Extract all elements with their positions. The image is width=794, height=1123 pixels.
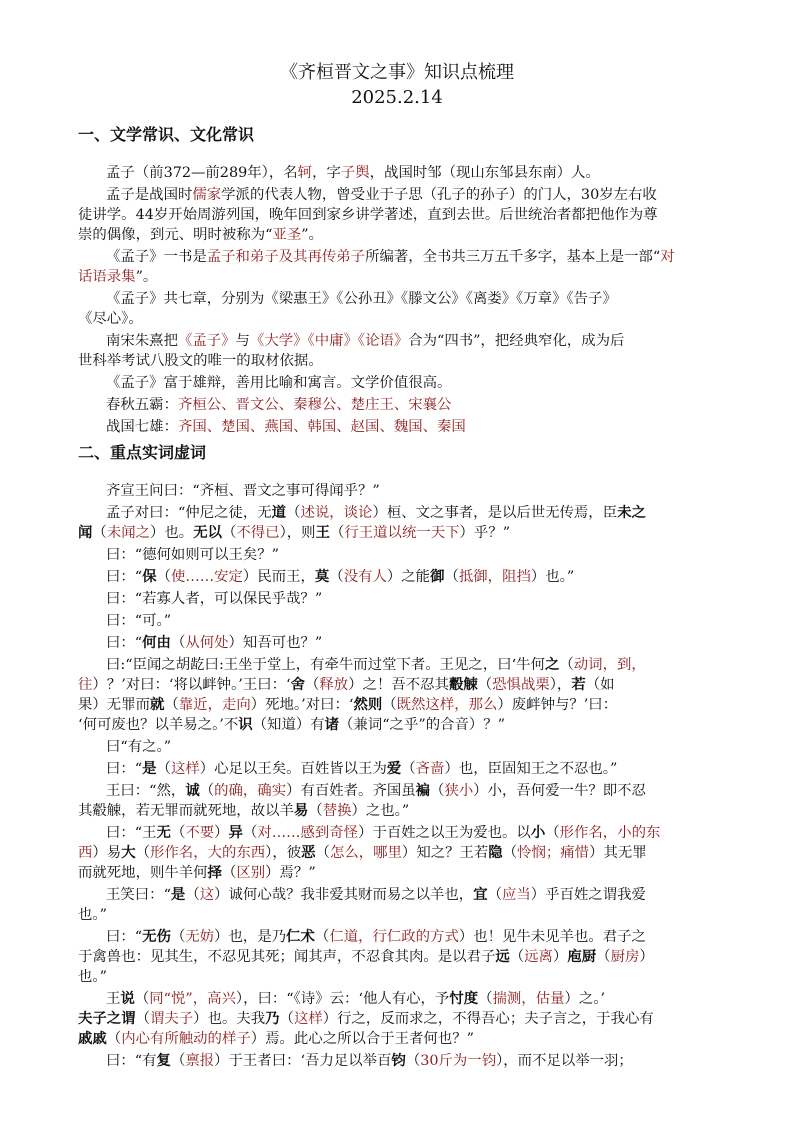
annotation-text: 内心有所触动的样子	[121, 1031, 251, 1047]
text-span: ）于王者曰：‘吾力足以举百	[214, 1053, 392, 1069]
text-span: （	[405, 1053, 421, 1069]
annotation-text: 亚圣	[272, 227, 302, 243]
text-line	[78, 738, 748, 756]
text-span: ）民而王，	[242, 569, 315, 585]
text-span: （	[487, 887, 502, 903]
text-span: ）知吾可也？”	[228, 635, 323, 651]
key-term: 乃	[265, 1010, 280, 1027]
text-span: （	[170, 1053, 186, 1069]
text-span: （	[185, 887, 200, 903]
text-span: 果）无罪而	[78, 697, 150, 713]
text-line	[78, 504, 748, 522]
text-line	[78, 634, 748, 652]
key-term: 道	[271, 504, 287, 521]
text-line	[78, 968, 720, 986]
key-term: 是	[142, 760, 157, 777]
text-span: 曰：“	[106, 569, 143, 585]
text-span: 《孟子》共七章，分别为《梁惠王》《公孙丑》《滕文公》《离娄》《万章》《告子》	[106, 291, 617, 307]
key-term: 戚戚	[78, 1030, 107, 1047]
text-span: ）废衅钟与？’曰：	[497, 697, 618, 713]
annotation-text: 远离	[524, 949, 553, 965]
section-heading-vocabulary: 二、重点实词虚词	[78, 443, 207, 462]
text-span: 曰：“	[106, 929, 143, 945]
key-term: 御	[430, 568, 445, 585]
text-span: （如	[585, 677, 615, 693]
key-term: 择	[207, 864, 222, 881]
annotation-text: 30斤为一钧	[420, 1053, 497, 1069]
text-line	[78, 612, 748, 630]
key-term: 褊	[415, 782, 431, 799]
text-line	[78, 206, 720, 224]
text-span: （	[106, 1031, 122, 1047]
text-span: 曰：“德何如则可以王矣？”	[106, 547, 280, 563]
text-span: ）之！吾不忍其	[348, 677, 449, 693]
text-span: 曰：“	[106, 761, 143, 777]
annotation-text: 揣测，估量	[492, 991, 565, 1007]
text-span: ”。	[135, 269, 158, 285]
annotation-text: 的确，确实	[214, 783, 287, 799]
text-span: 孟子（前372—前289年），名	[106, 165, 298, 181]
annotation-text: 这样	[170, 761, 200, 777]
text-span: 也。”	[78, 969, 107, 985]
text-span: （	[135, 845, 151, 861]
text-span: ）也！见牛未见羊也。君子之	[458, 929, 646, 945]
text-span: ）于百姓之以王为爱也。以	[358, 825, 531, 841]
key-term: 舍	[290, 676, 305, 693]
text-line	[78, 332, 748, 350]
text-span: ），彼	[265, 845, 302, 861]
text-span: （	[156, 761, 171, 777]
text-span: 而就死地，则牛羊何	[78, 865, 208, 881]
text-line	[78, 396, 748, 414]
text-span: ）桓、文之事者，是以后世无传焉，臣	[372, 505, 618, 521]
annotation-text: 仁道，行仁政的方式	[329, 929, 459, 945]
key-term: 爱	[386, 760, 402, 777]
text-span: （	[199, 783, 215, 799]
annotation-text: 替换	[322, 803, 352, 819]
text-span: ，字	[312, 165, 341, 181]
key-term: 未之	[617, 504, 646, 521]
text-span: ）有百姓者。齐国虽	[286, 783, 416, 799]
text-span: （	[430, 783, 445, 799]
annotation-text: 齐桓公、晋文公、秦穆公、楚庄王、宋襄公	[177, 397, 452, 413]
annotation-text: 从何处	[185, 635, 229, 651]
text-span: 《孟子》富于雄辩，善用比喻和寓言。文学价值很高。	[106, 375, 452, 391]
text-span: 春秋五霸：	[106, 397, 178, 413]
key-term: 恶	[301, 844, 316, 861]
text-span: 战国七雄：	[106, 419, 178, 435]
text-line	[78, 782, 748, 800]
text-span: （	[135, 1011, 150, 1027]
text-span: 合为“四书”，把经典窄化，成为后	[408, 333, 625, 349]
key-term: 就	[149, 696, 165, 713]
text-line	[78, 1052, 748, 1070]
annotation-text: 应当	[502, 887, 531, 903]
annotation-text: 往	[78, 677, 93, 693]
text-span: ）心足以王矣。百姓皆以王为	[199, 761, 387, 777]
key-term: 隐	[488, 844, 503, 861]
text-span: 曰：“	[106, 635, 143, 651]
annotation-text: 没有人	[343, 569, 387, 585]
key-term: 诸	[324, 716, 340, 733]
key-term: 然则	[353, 696, 383, 713]
text-span: ，战国时邹（现山东邹县东南）人。	[369, 165, 600, 181]
text-span: 曰：“若寡人者，可以保民乎哉？”	[106, 591, 323, 607]
text-span: ），曰：“《诗》云：‘他人有心，予	[235, 991, 450, 1007]
text-span: （	[170, 635, 186, 651]
key-term: 宜	[473, 886, 488, 903]
text-span: 与	[235, 333, 250, 349]
document-date: 2025.2.14	[351, 87, 443, 108]
annotation-text: 区别	[236, 865, 266, 881]
text-span: （	[401, 761, 416, 777]
text-span: ‘何可废也？以羊易之。’不	[78, 717, 239, 733]
text-span: （	[478, 991, 493, 1007]
text-span: 南宋朱熹把	[106, 333, 178, 349]
text-line	[78, 290, 748, 308]
text-span: ）也，臣固知王之不忍也。”	[444, 761, 618, 777]
text-line	[78, 418, 748, 436]
key-term: 钧	[391, 1052, 406, 1069]
text-span: （	[156, 569, 171, 585]
text-span: （	[596, 949, 611, 965]
text-span: 《孟子》一书是	[106, 249, 207, 265]
text-span: ）之能	[386, 569, 431, 585]
text-span: ）之也。”	[351, 803, 410, 819]
text-span: （	[308, 803, 323, 819]
annotation-text: 对	[660, 249, 675, 265]
text-span: ）之。’	[564, 991, 606, 1007]
annotation-text: 不要	[185, 825, 215, 841]
text-span: ）焉？”	[265, 865, 316, 881]
text-span: ）？’对曰：‘将以衅钟。’王曰：‘	[92, 677, 291, 693]
annotation-text: 子舆	[340, 165, 370, 181]
text-line	[78, 568, 748, 586]
text-line	[78, 268, 720, 286]
annotation-text: 恐惧战栗	[492, 677, 550, 693]
text-span: （知道）有	[252, 717, 325, 733]
text-line	[78, 928, 748, 946]
annotation-text: 未闻之	[106, 525, 150, 541]
annotation-text: 怎么，哪里	[329, 845, 402, 861]
text-span: ），则	[279, 525, 316, 541]
text-span: （	[545, 825, 560, 841]
key-term: 诚	[185, 782, 200, 799]
text-span: 学派的代表人物，曾受业于子思（孔子的孙子）的门人，30岁左右收	[221, 187, 657, 203]
text-span: 曰：“可。”	[106, 613, 172, 629]
text-span: ）其无罪	[589, 845, 647, 861]
text-line	[78, 716, 720, 734]
text-line	[78, 248, 748, 266]
text-span: （	[382, 697, 397, 713]
annotation-text: 谓夫子	[149, 1011, 194, 1027]
text-span: （	[170, 929, 186, 945]
annotation-text: 述说，谈论	[300, 505, 373, 521]
text-span: （	[164, 697, 179, 713]
text-span: ）乎百姓之谓我爱	[530, 887, 646, 903]
key-term: 无以	[193, 524, 222, 541]
annotation-text: 使……安定	[170, 569, 243, 585]
key-term: 是	[170, 886, 186, 903]
annotation-text: 同“悦”，高兴	[149, 991, 236, 1007]
annotation-text: 不得已	[236, 525, 280, 541]
key-term: 闻	[78, 524, 93, 541]
text-span: 齐宣王问曰：“齐桓、晋文之事可得闻乎？”	[106, 483, 380, 499]
text-line	[78, 760, 748, 778]
key-term: 远	[495, 948, 510, 965]
key-term: 忖度	[449, 990, 479, 1007]
text-span: 世科举考试八股文的唯一的取材依据。	[78, 353, 323, 369]
annotation-text: 禀报	[185, 1053, 215, 1069]
text-span: 崇的偶像，到元、明时被称为“	[78, 227, 273, 243]
text-span: 曰：“有	[106, 1053, 157, 1069]
document-title: 《齐桓晋文之事》知识点梳理	[280, 62, 514, 83]
text-span: ）死地。’对曰：‘	[250, 697, 354, 713]
text-span: ），而不足以举一羽；	[496, 1053, 633, 1069]
text-span: （	[559, 657, 574, 673]
text-span: 孟子是战国时	[106, 187, 193, 203]
annotation-text: 齐国、楚国、燕国、韩国、赵国、魏国、秦国	[177, 419, 466, 435]
text-line	[78, 546, 748, 564]
annotation-text: 靠近，走向	[178, 697, 251, 713]
text-span: （	[509, 949, 525, 965]
text-line	[78, 844, 720, 862]
annotation-text: 形作名，小的东	[559, 825, 661, 841]
annotation-text: 释放	[319, 677, 349, 693]
key-term: 之	[544, 656, 560, 673]
text-span: （	[477, 677, 493, 693]
text-span: 曰：“王	[106, 825, 157, 841]
key-term: 小	[530, 824, 546, 841]
text-span: （	[329, 569, 344, 585]
text-span: ）焉。此心之所以合于王者何也？”	[250, 1031, 474, 1047]
text-line	[78, 864, 720, 882]
text-line	[78, 824, 748, 842]
key-term: 易	[293, 802, 309, 819]
text-span: ）易	[92, 845, 122, 861]
key-term: 王	[315, 524, 330, 541]
text-line	[78, 186, 748, 204]
section-heading-literature: 一、文学常识、文化常识	[78, 125, 255, 144]
text-span: （	[134, 991, 150, 1007]
text-line	[78, 1010, 720, 1028]
text-line	[78, 656, 748, 674]
text-span: ”。	[301, 227, 323, 243]
key-term: 复	[156, 1052, 171, 1069]
annotation-text: 行王道以统一天下	[344, 525, 460, 541]
annotation-text: 怜悯；痛惜	[517, 845, 590, 861]
key-term: 莫	[314, 568, 330, 585]
key-term: 觳觫	[448, 676, 478, 693]
annotation-text: 孟子和弟子及其再传弟子	[206, 249, 366, 265]
annotation-text: 厨房	[610, 949, 640, 965]
text-span: 于禽兽也：见其生，不忍见其死；闻其声，不忍食其肉。是以君子	[78, 949, 496, 965]
text-span: 王笑曰：“	[106, 887, 171, 903]
text-line	[78, 802, 720, 820]
text-span: ）知之？王若	[401, 845, 489, 861]
annotation-text: 话语录集	[78, 269, 136, 285]
text-line	[78, 310, 720, 328]
text-span: （	[314, 929, 330, 945]
text-line	[78, 164, 748, 182]
text-span: ）乎？”	[459, 525, 511, 541]
text-line	[78, 676, 720, 694]
text-line	[78, 696, 720, 714]
annotation-text: 形作名，大的东西	[150, 845, 266, 861]
text-span: （	[286, 505, 301, 521]
key-term: 说	[120, 990, 135, 1007]
text-span: ）也。”	[530, 569, 575, 585]
text-span: ）	[214, 825, 229, 841]
annotation-text: 动词，到，	[573, 657, 646, 673]
text-span: ）	[552, 949, 568, 965]
annotation-text: 《大学》《中庸》《论语》	[249, 333, 409, 349]
text-line	[78, 1030, 720, 1048]
text-line	[78, 482, 748, 500]
annotation-text: 轲	[297, 165, 313, 181]
text-span: ）也，是乃	[214, 929, 287, 945]
text-line	[78, 374, 748, 392]
text-span: （	[305, 677, 320, 693]
key-term: 识	[238, 716, 253, 733]
text-span: ）也。夫我	[193, 1011, 266, 1027]
key-term: 仁术	[286, 928, 315, 945]
text-span: 徒讲学。44岁开始周游列国，晚年回到家乡讲学著述，直到去世。后世统治者都把他作为尊	[78, 207, 658, 223]
annotation-text: 无妨	[185, 929, 215, 945]
text-span: （兼词“之乎”的合音）？”	[339, 717, 506, 733]
key-term: 庖厨	[567, 948, 597, 965]
text-span: 孟子对曰：“仲尼之徒，无	[106, 505, 272, 521]
text-span: （	[170, 825, 186, 841]
text-line	[78, 948, 720, 966]
key-term: 何由	[142, 634, 171, 651]
text-span: 《尽心》。	[78, 311, 143, 327]
key-term: 异	[228, 824, 243, 841]
text-span: ）也。	[150, 525, 194, 541]
key-term: 无	[156, 824, 171, 841]
text-span: （	[242, 825, 258, 841]
text-span: 曰:“臣闻之胡龁曰:王坐于堂上，有牵牛而过堂下者。王见之，曰‘牛何	[106, 657, 545, 673]
text-span: ）行之，反而求之，不得吾心；夫子言之，于我心有	[322, 1011, 654, 1027]
text-span: （	[329, 525, 345, 541]
key-term: 无伤	[142, 928, 171, 945]
key-term: 保	[142, 568, 157, 585]
text-span: （	[92, 525, 107, 541]
text-span: 王曰：“然，	[106, 783, 186, 799]
text-line	[78, 352, 720, 370]
text-span: （	[444, 569, 459, 585]
annotation-text: 西	[78, 845, 93, 861]
annotation-text: 这	[199, 887, 215, 903]
text-span: 其觳觫，若无罪而就死地，故以羊	[78, 803, 294, 819]
annotation-text: 儒家	[192, 187, 222, 203]
text-span: ）诚何心哉？我非爱其财而易之以羊也，	[214, 887, 474, 903]
text-line	[78, 990, 748, 1008]
annotation-text: 这样	[293, 1011, 323, 1027]
key-term: 大	[121, 844, 136, 861]
text-line	[78, 226, 720, 244]
text-span: 王	[106, 991, 121, 1007]
text-span: ），	[549, 677, 572, 693]
text-span: （	[315, 845, 330, 861]
text-span: （	[221, 865, 237, 881]
text-line	[78, 906, 720, 924]
text-span: （	[502, 845, 518, 861]
text-line	[78, 886, 748, 904]
key-term: 夫子之谓	[78, 1010, 136, 1027]
text-span: 也。”	[78, 907, 107, 923]
annotation-text: 吝啬	[415, 761, 445, 777]
text-span: 曰“有之。”	[106, 739, 172, 755]
annotation-text: 既然这样，那么	[396, 697, 498, 713]
text-span: ）小，吾何爱一牛？即不忍	[473, 783, 646, 799]
text-span: （	[279, 1011, 294, 1027]
key-term: 若	[571, 676, 586, 693]
annotation-text: 对……感到奇怪	[257, 825, 359, 841]
text-line	[78, 590, 748, 608]
annotation-text: 抵御，阻挡	[458, 569, 531, 585]
text-span: ）	[639, 949, 654, 965]
annotation-text: 狭小	[444, 783, 474, 799]
text-span: （	[221, 525, 237, 541]
text-span: 所编著，全书共三万五千多字，基本上是一部“	[365, 249, 661, 265]
text-line	[78, 524, 720, 542]
annotation-text: 《孟子》	[177, 333, 236, 349]
